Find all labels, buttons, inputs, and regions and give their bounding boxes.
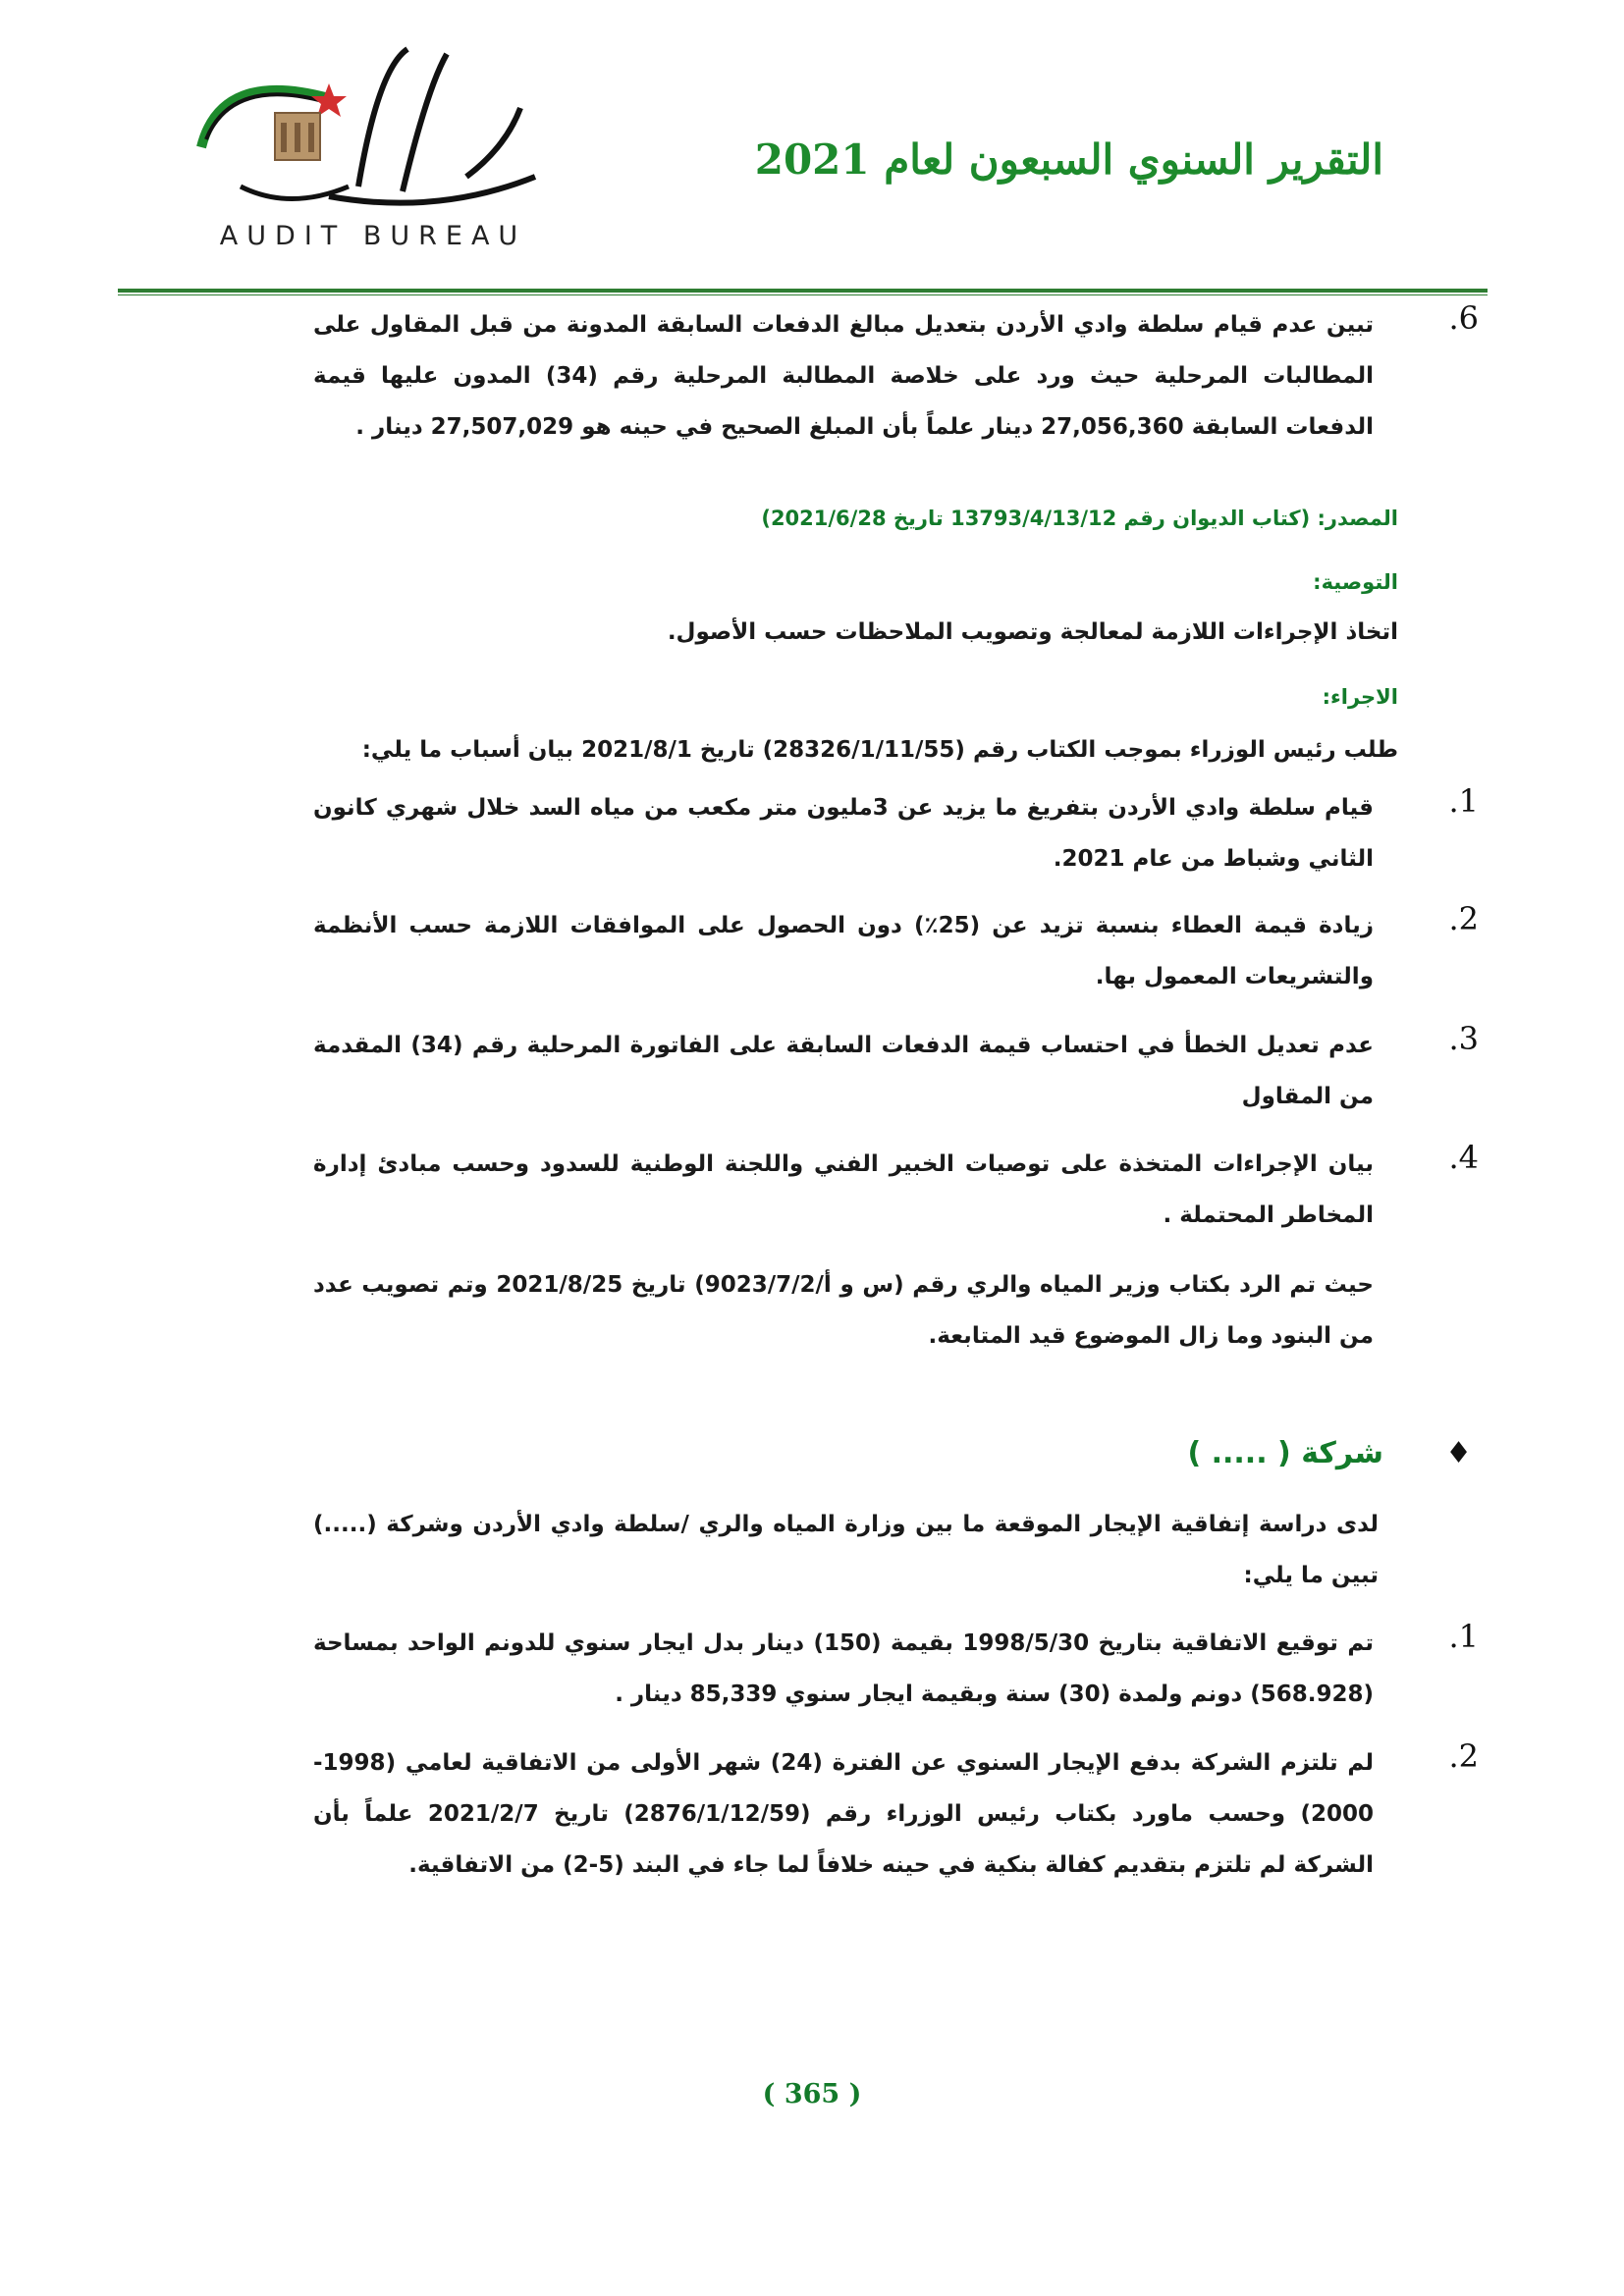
header-divider: [118, 289, 1488, 293]
procedure-item-number-1: .1: [1448, 782, 1479, 820]
report-title: التقرير السنوي السبعون لعام 2021: [754, 135, 1383, 184]
procedure-item-4: بيان الإجراءات المتخذة على توصيات الخبير الفني واللجنة الوطنية للسدود وحسب مبادئ إدارة المخاطر المحتملة .: [313, 1151, 1374, 1228]
procedure-item-2: زيادة قيمة العطاء بنسبة تزيد عن (25٪) دون الحصول على الموافقات اللازمة حسب الأنظمة والتشريعات المعمول بها.: [313, 913, 1375, 989]
company-item-number-1: .1: [1448, 1618, 1479, 1655]
diamond-bullet-icon: ♦: [1445, 1436, 1472, 1470]
page-number: ( 365 ): [762, 2079, 862, 2109]
procedure-reply: حيث تم الرد بكتاب وزير المياه والري رقم (س و أ/9023/7/2) تاريخ 2021/8/25 وتم تصويب عدد من البنود وما زال الموضوع قيد المتابعة.: [313, 1272, 1374, 1349]
procedure-item-number-4: .4: [1448, 1139, 1479, 1176]
procedure-item-3: عدم تعديل الخطأ في احتساب قيمة الدفعات السابقة على الفاتورة المرحلية رقم (34) المقدمة من المقاول: [313, 1033, 1374, 1109]
procedure-item-number-2: .2: [1448, 900, 1479, 937]
recommendation-heading: التوصية:: [1313, 570, 1398, 594]
logo-caption: AUDIT BUREAU: [219, 221, 527, 251]
procedure-item-number-3: .3: [1448, 1020, 1479, 1057]
header-divider-thin: [118, 294, 1488, 295]
company-item-number-2: .2: [1448, 1737, 1479, 1775]
item-number: .6: [1448, 299, 1479, 337]
company-item-2: لم تلتزم الشركة بدفع الإيجار السنوي عن الفترة (24) شهر الأولى من الاتفاقية لعامي (1998-2000) وحسب ماورد بكتاب رئيس الوزراء رقم (2876/1/12/59) تاريخ 2021/2/7 علماً بأن الشركة لم تلتزم بتقديم كفالة بنكية في حينه خلافاً لما جاء في البند (5-2) من الاتفاقية.: [313, 1750, 1374, 1878]
procedure-heading: الاجراء:: [1322, 685, 1398, 709]
company-heading: شركة ( ..... ): [1187, 1436, 1383, 1470]
recommendation-text: اتخاذ الإجراءات اللازمة لمعالجة وتصويب الملاحظات حسب الأصول.: [667, 619, 1398, 645]
procedure-item-1: قيام سلطة وادي الأردن بتفريغ ما يزيد عن 3مليون متر مكعب من مياه السد خلال شهري كانون الثاني وشباط من عام 2021.: [313, 795, 1374, 872]
company-item-1: تم توقيع الاتفاقية بتاريخ 1998/5/30 بقيمة (150) دينار بدل ايجار سنوي للدونم الواحد بمساحة (568.928) دونم ولمدة (30) سنة وبقيمة ايجار سنوي 85,339 دينار .: [313, 1630, 1375, 1707]
company-intro: لدى دراسة إتفاقية الإيجار الموقعة ما بين وزارة المياه والري /سلطة وادي الأردن وشركة (.....) تبين ما يلي:: [313, 1512, 1379, 1588]
source-citation: المصدر: (كتاب الديوان رقم 13793/4/13/12 تاريخ 2021/6/28): [761, 507, 1398, 530]
procedure-intro: طلب رئيس الوزراء بموجب الكتاب رقم (28326/1/11/55) تاريخ 2021/8/1 بيان أسباب ما يلي:: [361, 737, 1398, 763]
finding-paragraph: تبين عدم قيام سلطة وادي الأردن بتعديل مبالغ الدفعات السابقة المدونة من قبل المقاول على المطالبات المرحلية حيث ورد على خلاصة المطالبة المرحلية رقم (34) المدون عليها قيمة الدفعات السابقة 27,056,360 دينار علماً بأن المبلغ الصحيح في حينه هو 27,507,029 دينار .: [313, 312, 1374, 440]
